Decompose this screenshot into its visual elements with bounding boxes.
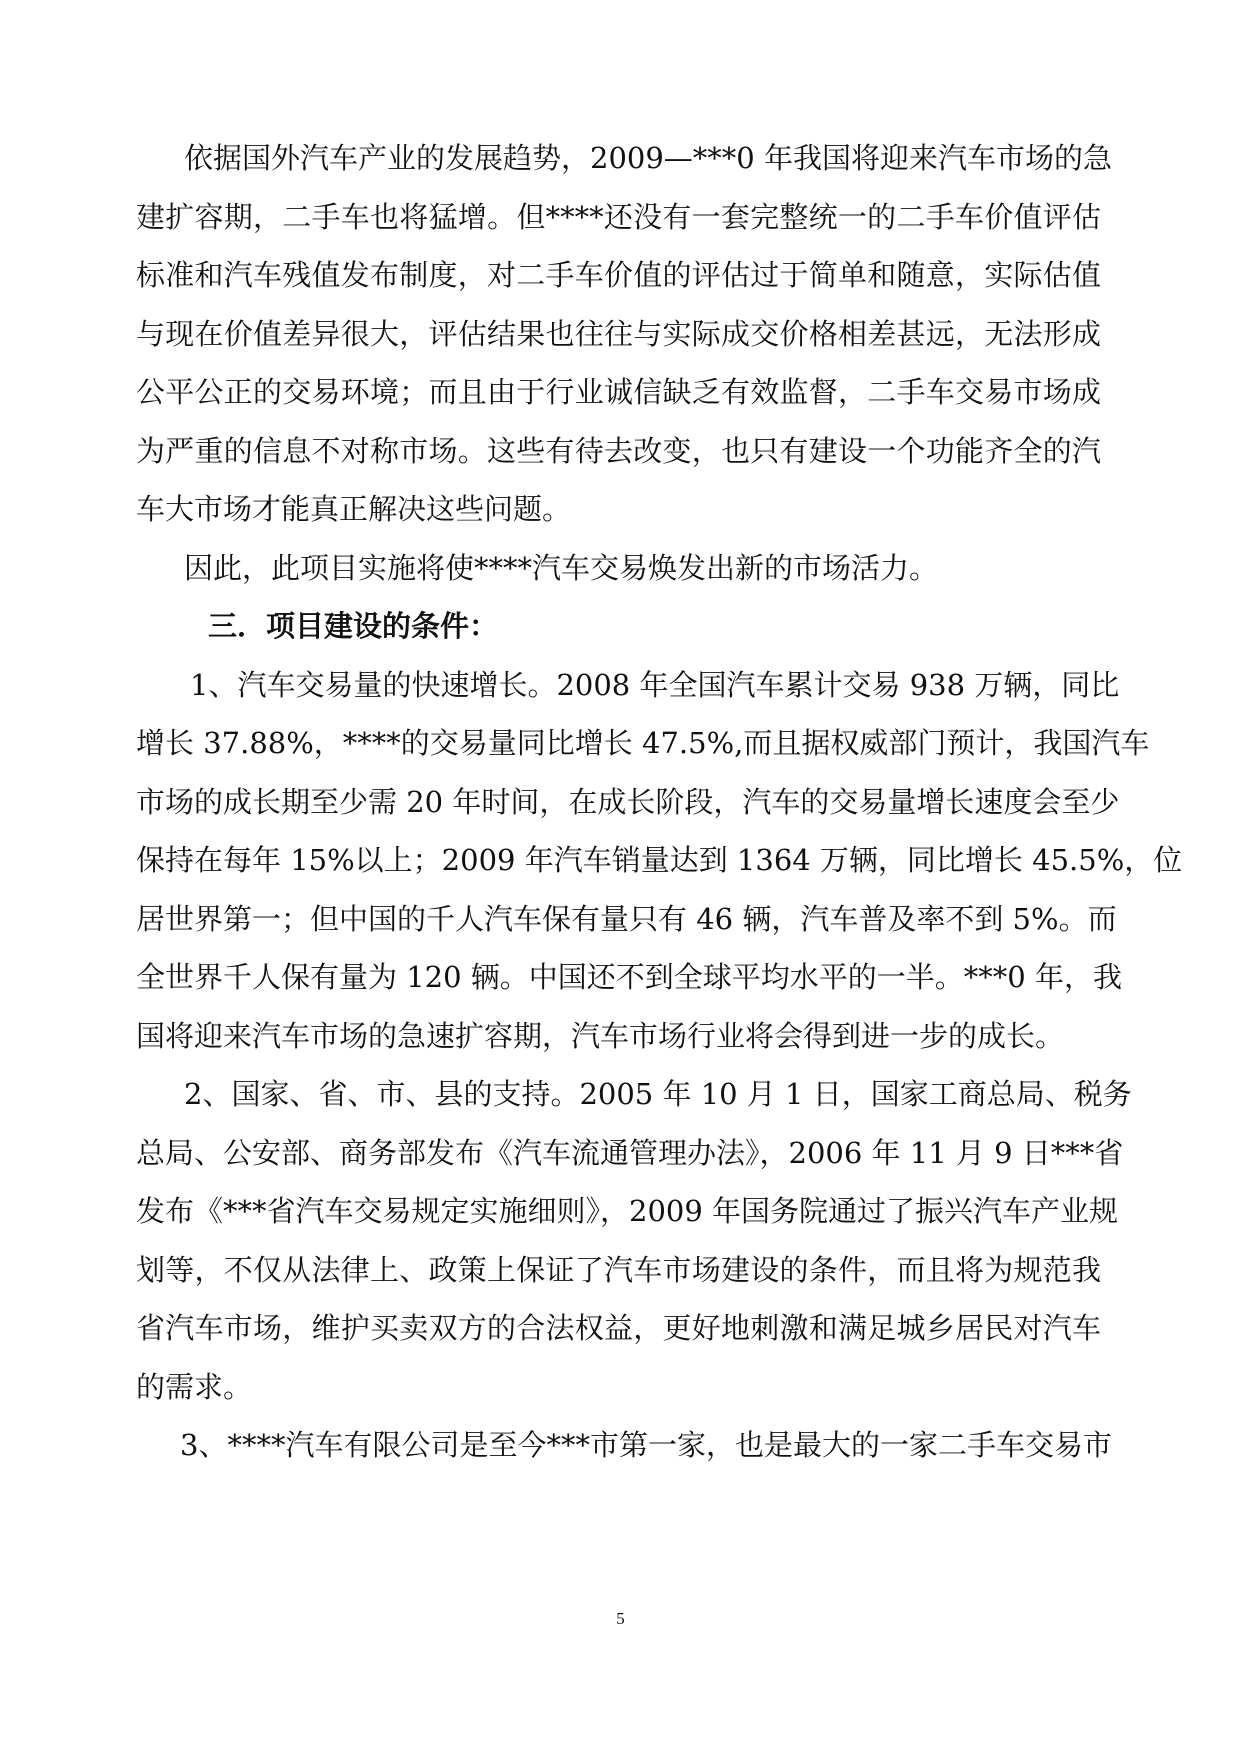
paragraph-1-line-5: 公平公正的交易环境；而且由于行业诚信缺乏有效监督，二手车交易市场成 bbox=[136, 375, 1101, 409]
paragraph-3-line-4: 保持在每年 15%以上；2009 年汽车销量达到 1364 万辆，同比增长 45.5%，位 bbox=[136, 843, 1183, 877]
paragraph-5-line-1: 3、****汽车有限公司是至今***市第一家，也是最大的一家二手车交易市 bbox=[180, 1428, 1112, 1462]
paragraph-3-line-6: 全世界千人保有量为 120 辆。中国还不到全球平均水平的一半。***0 年，我 bbox=[136, 960, 1122, 994]
paragraph-4-line-1: 2、国家、省、市、县的支持。2005 年 10 月 1 日，国家工商总局、税务 bbox=[184, 1077, 1132, 1111]
paragraph-4-line-2: 总局、公安部、商务部发布《汽车流通管理办法》，2006 年 11 月 9 日***省 bbox=[136, 1136, 1124, 1170]
paragraph-3-line-7: 国将迎来汽车市场的急速扩容期，汽车市场行业将会得到进一步的成长。 bbox=[136, 1019, 1065, 1053]
paragraph-1-line-6: 为严重的信息不对称市场。这些有待去改变，也只有建设一个功能齐全的汽 bbox=[136, 434, 1101, 468]
paragraph-1-line-4: 与现在价值差异很大，评估结果也往往与实际成交价格相差甚远，无法形成 bbox=[136, 317, 1101, 351]
paragraph-4-line-6: 的需求。 bbox=[136, 1370, 253, 1404]
paragraph-4-line-4: 划等，不仅从法律上、政策上保证了汽车市场建设的条件，而且将为规范我 bbox=[136, 1253, 1101, 1287]
paragraph-4-line-3: 发布《***省汽车交易规定实施细则》，2009 年国务院通过了振兴汽车产业规 bbox=[136, 1194, 1119, 1228]
paragraph-3-line-2: 增长 37.88%，****的交易量同比增长 47.5%,而且据权威部门预计，我国汽车 bbox=[136, 726, 1150, 760]
section-heading: 三．项目建设的条件： bbox=[208, 609, 499, 643]
page-number: 5 bbox=[616, 1609, 625, 1628]
paragraph-1-line-1: 依据国外汽车产业的发展趋势，2009—***0 年我国将迎来汽车市场的急 bbox=[184, 141, 1112, 175]
paragraph-1-line-2: 建扩容期，二手车也将猛增。但****还没有一套完整统一的二手车价值评估 bbox=[136, 200, 1101, 234]
paragraph-2-line-1: 因此，此项目实施将使****汽车交易焕发出新的市场活力。 bbox=[184, 551, 939, 585]
paragraph-3-line-5: 居世界第一；但中国的千人汽车保有量只有 46 辆，汽车普及率不到 5%。而 bbox=[136, 902, 1117, 936]
paragraph-4-line-5: 省汽车市场，维护买卖双方的合法权益，更好地刺激和满足城乡居民对汽车 bbox=[136, 1311, 1101, 1345]
paragraph-3-line-1: 1、汽车交易量的快速增长。2008 年全国汽车累计交易 938 万辆，同比 bbox=[190, 668, 1120, 702]
paragraph-3-line-3: 市场的成长期至少需 20 年时间，在成长阶段，汽车的交易量增长速度会至少 bbox=[136, 785, 1120, 819]
paragraph-1-line-7: 车大市场才能真正解决这些问题。 bbox=[136, 492, 572, 526]
paragraph-1-line-3: 标准和汽车残值发布制度，对二手车价值的评估过于简单和随意，实际估值 bbox=[136, 258, 1101, 292]
